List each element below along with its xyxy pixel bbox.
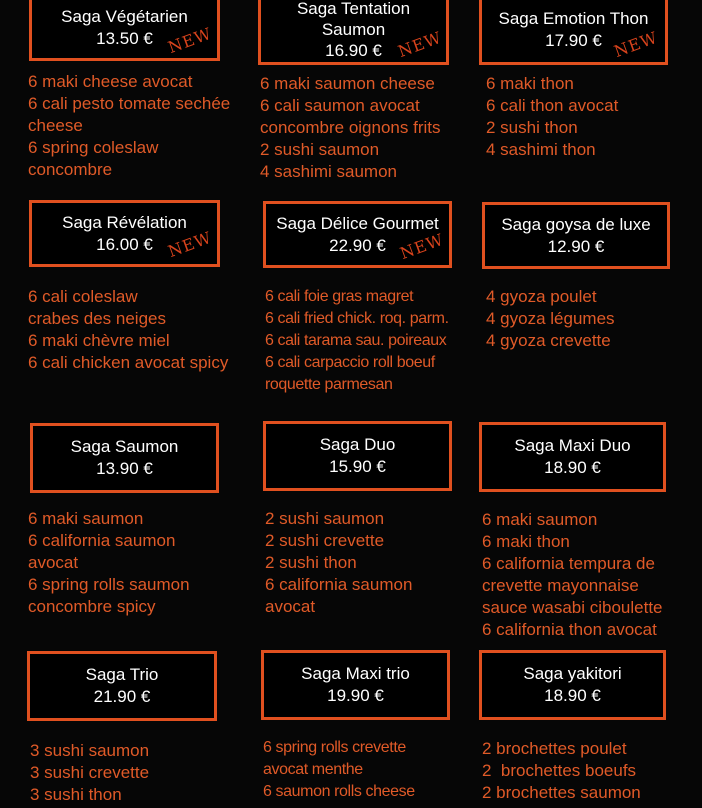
list-item: concombre oignons frits: [260, 118, 441, 137]
list-item: 2 sushi crevette: [265, 531, 385, 550]
list-item: 6 cali saumon avocat: [260, 96, 420, 115]
list-item: 4 gyoza légumes: [486, 309, 615, 328]
list-item: 2 brochettes boeufs: [482, 761, 637, 780]
list-item: 4 gyoza poulet: [486, 287, 597, 306]
list-item: 6 california saumon: [265, 575, 413, 594]
list-item: 6 cali pesto tomate sechée: [28, 94, 231, 113]
list-item: 4 sashimi thon: [486, 140, 596, 159]
list-item: 6 california saumon: [28, 531, 176, 550]
item-price: 16.90 €: [325, 41, 382, 60]
item-name: Saga Emotion Thon: [498, 8, 649, 28]
item-name: Saga yakitori: [523, 664, 622, 683]
item-name-line2: Saumon: [321, 20, 386, 39]
list-item: sauce wasabi ciboulette: [482, 598, 663, 617]
list-item: 6 california thon avocat: [482, 620, 657, 639]
list-item: crabes des neiges: [28, 309, 166, 328]
list-item: 6 cali coleslaw: [28, 287, 138, 306]
list-item: 6 spring rolls saumon: [28, 575, 190, 594]
list-item: 6 maki saumon: [482, 510, 598, 529]
item-price: 18.90 €: [544, 686, 601, 705]
item-list: [486, 286, 615, 352]
list-item: 3 sushi thon: [30, 785, 122, 804]
list-item: 6 maki thon: [486, 74, 574, 93]
item-list: [265, 286, 449, 396]
list-item: crevette mayonnaise: [482, 576, 639, 595]
list-item: 2 brochettes saumon: [482, 783, 641, 802]
list-item: 6 cali foie gras magret: [265, 288, 414, 305]
item-price: 21.90 €: [93, 687, 151, 706]
title-box: [258, 0, 449, 65]
item-price: 18.90 €: [544, 458, 601, 477]
list-item: avocat: [265, 597, 316, 616]
list-item: 6 maki chèvre miel: [28, 331, 170, 350]
item-price: 13.50 €: [96, 28, 153, 48]
item-list: [482, 509, 663, 641]
item-list: [30, 740, 149, 806]
list-item: 2 sushi saumon: [265, 509, 385, 528]
list-item: 6 california tempura de: [482, 554, 655, 573]
list-item: 4 gyoza crevette: [486, 331, 611, 350]
item-price: 16.00 €: [96, 234, 153, 254]
item-list: [263, 737, 415, 803]
new-badge: NEW: [397, 229, 447, 263]
list-item: cheese: [28, 116, 83, 135]
list-item: 6 cali carpaccio roll boeuf: [265, 354, 435, 371]
list-item: 2 sushi thon: [486, 118, 578, 137]
title-box: [30, 423, 219, 493]
item-list: [482, 738, 641, 804]
item-list: [265, 508, 412, 618]
item-price: 22.90 €: [329, 235, 386, 255]
list-item: 4 sashimi saumon: [260, 162, 398, 181]
item-price: 13.90 €: [96, 459, 153, 478]
title-box: [263, 421, 452, 491]
list-item: 6 cali tarama sau. poireaux: [265, 332, 447, 349]
item-list: [486, 73, 618, 161]
item-name: Saga Saumon: [70, 437, 179, 456]
item-list: [28, 286, 228, 374]
item-list: [28, 508, 190, 618]
list-item: avocat menthe: [263, 761, 363, 778]
list-item: 6 saumon rolls cheese: [263, 783, 415, 800]
new-badge: NEW: [611, 27, 661, 61]
title-box: [479, 650, 666, 720]
list-item: 2 sushi saumon: [260, 140, 380, 159]
list-item: 6 spring coleslaw: [28, 138, 159, 157]
item-name: Saga Révélation: [62, 212, 187, 232]
new-badge: NEW: [165, 227, 215, 261]
title-box: [261, 650, 450, 720]
item-price: 15.90 €: [329, 457, 386, 476]
title-box: [479, 422, 666, 492]
item-price: 12.90 €: [547, 236, 605, 256]
item-name: Saga Maxi trio: [301, 664, 410, 683]
list-item: 6 maki saumon: [28, 509, 144, 528]
new-badge: NEW: [165, 23, 215, 57]
list-item: 2 sushi thon: [265, 553, 357, 572]
list-item: 6 maki thon: [482, 532, 570, 551]
item-name: Saga Délice Gourmet: [276, 213, 439, 233]
item-list: [28, 71, 230, 181]
list-item: 6 cali thon avocat: [486, 96, 619, 115]
title-box: [482, 202, 670, 269]
list-item: avocat: [28, 553, 79, 572]
list-item: 6 cali fried chick. roq. parm.: [265, 310, 449, 327]
item-list: [260, 73, 440, 183]
item-name: Saga goysa de luxe: [501, 214, 651, 234]
item-name: Saga Végétarien: [61, 6, 188, 26]
item-name: Saga Trio: [85, 665, 159, 684]
item-price: 17.90 €: [545, 30, 602, 50]
list-item: 6 cali chicken avocat spicy: [28, 353, 229, 372]
list-item: 6 maki saumon cheese: [260, 74, 435, 93]
list-item: concombre: [28, 160, 113, 179]
item-name: Saga Maxi Duo: [514, 436, 631, 455]
list-item: 2 brochettes poulet: [482, 739, 627, 758]
list-item: roquette parmesan: [265, 376, 393, 393]
list-item: 3 sushi crevette: [30, 763, 150, 782]
new-badge: NEW: [395, 27, 445, 61]
list-item: 6 spring rolls crevette: [263, 739, 406, 756]
list-item: concombre spicy: [28, 597, 156, 616]
title-box: [27, 651, 217, 721]
item-name: Saga Tentation: [296, 0, 411, 18]
list-item: 6 maki cheese avocat: [28, 72, 193, 91]
item-price: 19.90 €: [327, 686, 384, 705]
list-item: 3 sushi saumon: [30, 741, 150, 760]
item-name: Saga Duo: [319, 435, 396, 454]
